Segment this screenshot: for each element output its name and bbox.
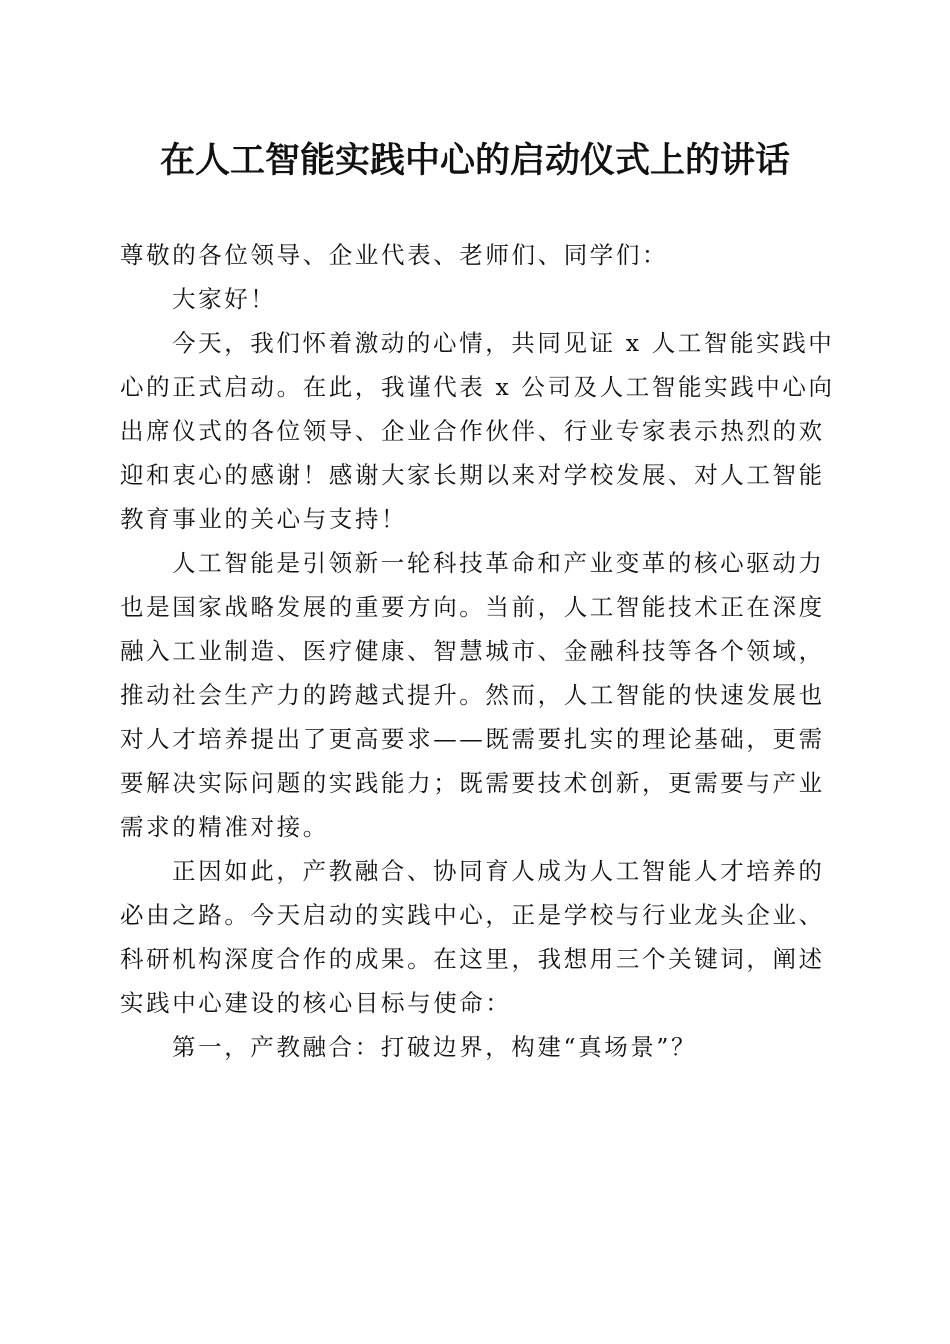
paragraph-line: 今天，我们怀着激动的心情，共同见证 x 人工智能实践中 — [172, 329, 835, 357]
paragraph-line: 实践中心建设的核心目标与使命： — [120, 989, 512, 1017]
paragraph-line: 正因如此，产教融合、协同育人成为人工智能人才培养的 — [172, 857, 825, 885]
paragraph-line: 对人才培养提出了更高要求——既需要扎实的理论基础，更需 — [120, 725, 825, 753]
subheading — [120, 1025, 824, 1069]
paragraph-2 — [120, 541, 824, 849]
paragraph-line: 心的正式启动。在此，我谨代表 x 公司及人工智能实践中心向 — [120, 373, 835, 401]
paragraph-line: 出席仪式的各位领导、企业合作伙伴、行业专家表示热烈的欢 — [120, 417, 825, 445]
paragraph-line: 教育事业的关心与支持！ — [120, 505, 408, 533]
salutation — [120, 233, 824, 277]
salutation-line: 尊敬的各位领导、企业代表、老师们、同学们： — [120, 241, 669, 269]
paragraph-3 — [120, 849, 824, 1025]
document-body — [120, 233, 835, 1069]
paragraph-line: 必由之路。今天启动的实践中心，正是学校与行业龙头企业、 — [120, 901, 825, 929]
greeting-line: 大家好！ — [172, 285, 277, 313]
paragraph-line: 融入工业制造、医疗健康、智慧城市、金融科技等各个领域， — [120, 637, 825, 665]
paragraph-line: 要解决实际问题的实践能力；既需要技术创新，更需要与产业 — [120, 769, 825, 797]
paragraph-line: 迎和衷心的感谢！感谢大家长期以来对学校发展、对人工智能 — [120, 461, 825, 489]
paragraph-line: 推动社会生产力的跨越式提升。然而，人工智能的快速发展也 — [120, 681, 825, 709]
greeting — [120, 277, 824, 321]
paragraph-line: 需求的精准对接。 — [120, 813, 329, 841]
subheading-line: 第一，产教融合：打破边界，构建“真场景”？ — [172, 1033, 698, 1061]
paragraph-line: 人工智能是引领新一轮科技革命和产业变革的核心驱动力 — [172, 549, 825, 577]
paragraph-1 — [120, 321, 835, 541]
paragraph-line: 也是国家战略发展的重要方向。当前，人工智能技术正在深度 — [120, 593, 825, 621]
document-title: 在人工智能实践中心的启动仪式上的讲话 — [159, 140, 790, 181]
paragraph-line: 科研机构深度合作的成果。在这里，我想用三个关键词，阐述 — [120, 945, 825, 973]
